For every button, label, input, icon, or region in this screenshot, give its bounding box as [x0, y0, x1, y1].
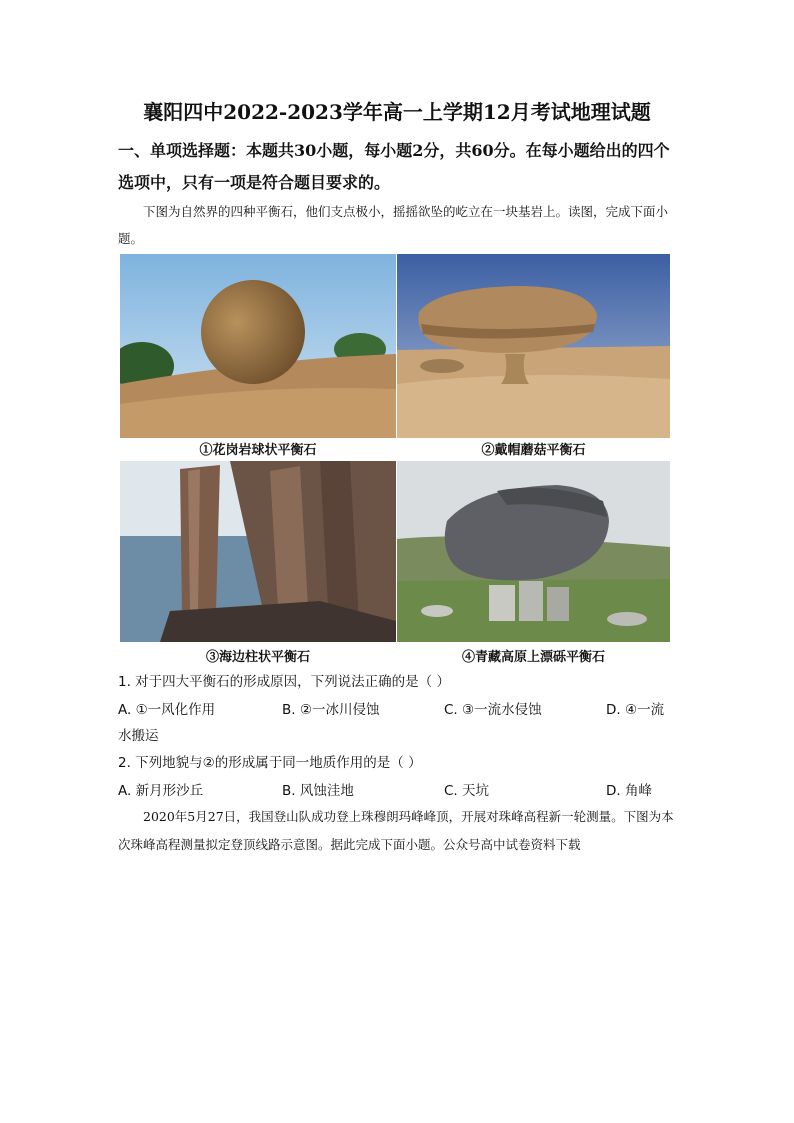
- caption-2: ②戴帽蘑菇平衡石: [481, 443, 586, 458]
- passage-1: 下图为自然界的四种平衡石，他们支点极小，摇摇欲坠的屹立在一块基岩上。读图，完成下面小题。: [118, 204, 669, 246]
- option-a: A. ①一风化作用: [118, 702, 216, 718]
- option-d: D. 角峰: [606, 783, 652, 799]
- photo-sea-column: [120, 461, 396, 642]
- passage-2: 2020年5月27日，我国登山队成功登上珠穆朗玛峰峰顶，开展对珠峰高程新一轮测量。下图为本次珠峰高程测量拟定登顶线路示意图。据此完成下面小题。公众号高中试卷资料下载: [118, 809, 674, 852]
- page-title: 襄阳四中2022-2023学年高一上学期12月考试地理试题: [143, 100, 651, 124]
- caption-1: ①花岗岩球状平衡石: [199, 443, 317, 458]
- option-a: A. 新月形沙丘: [118, 783, 204, 799]
- photo-mushroom-rock: [397, 254, 670, 438]
- caption-3: ③海边柱状平衡石: [205, 650, 310, 665]
- section-heading: 一、单项选择题：本题共30小题，每小题2分，共60分。在每小题给出的四个选项中，只有一项是符合题目要求的。: [118, 141, 670, 192]
- question-2-stem: 2. 下列地貌与②的形成属于同一地质作用的是（ ）: [118, 755, 422, 771]
- caption-4: ④青藏高原上漂砾平衡石: [461, 650, 605, 665]
- question-1-stem: 1. 对于四大平衡石的形成原因，下列说法正确的是（ ）: [118, 674, 450, 690]
- option-b: B. ②一冰川侵蚀: [282, 702, 380, 718]
- question-1-option-wrap: 水搬运: [118, 728, 159, 744]
- option-c: C. ③一流水侵蚀: [444, 702, 542, 718]
- option-d: D. ④一流: [606, 702, 665, 718]
- option-b: B. 风蚀洼地: [282, 783, 354, 799]
- photo-granite-ball: [120, 254, 396, 438]
- photo-plateau-boulder: [397, 461, 670, 642]
- option-c: C. 天坑: [444, 783, 490, 799]
